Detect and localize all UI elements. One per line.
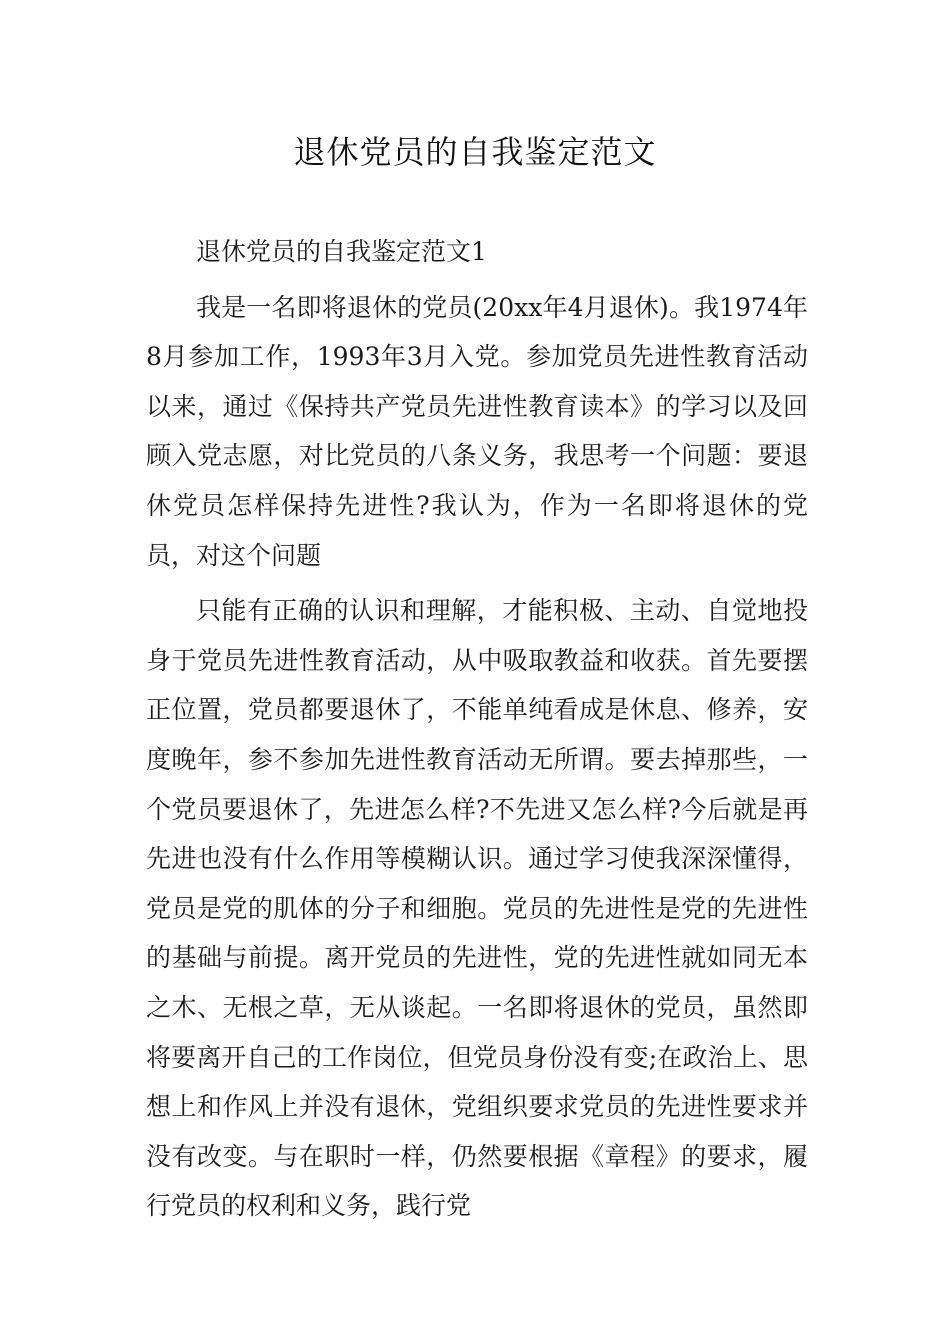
document-body — [146, 227, 808, 1237]
document-title: 退休党员的自我鉴定范文 — [293, 133, 657, 171]
body-paragraph: 我是一名即将退休的党员(20xx年4月退休)。我1974年8月参加工作，1993年3月入党。参加党员先进性教育活动以来，通过《保持共产党员先进性教育读本》的学习以及回顾入党志愿，对比党员的八条义务，我思考一个问题：要退休党员怎样保持先进性?我认为，作为一名即将退休的党员，对这个问题 — [146, 292, 808, 570]
section-heading: 退休党员的自我鉴定范文1 — [196, 237, 487, 266]
body-paragraph: 只能有正确的认识和理解，才能积极、主动、自觉地投身于党员先进性教育活动，从中吸取教益和收获。首先要摆正位置，党员都要退休了，不能单纯看成是休息、修养，安度晚年，参不参加先进性教育活动无所谓。要去掉那些，一个党员要退休了，先进怎么样?不先进又怎么样?今后就是再先进也没有什么作用等模糊认识。通过学习使我深深懂得，党员是党的肌体的分子和细胞。党员的先进性是党的先进性的基础与前提。离开党员的先进性，党的先进性就如同无本之木、无根之草，无从谈起。一名即将退休的党员，虽然即将要离开自己的工作岗位，但党员身份没有变;在政治上、思想上和作风上并没有退休，党组织要求党员的先进性要求并没有改变。与在职时一样，仍然要根据《章程》的要求，履行党员的权利和义务，践行党 — [146, 596, 808, 1221]
